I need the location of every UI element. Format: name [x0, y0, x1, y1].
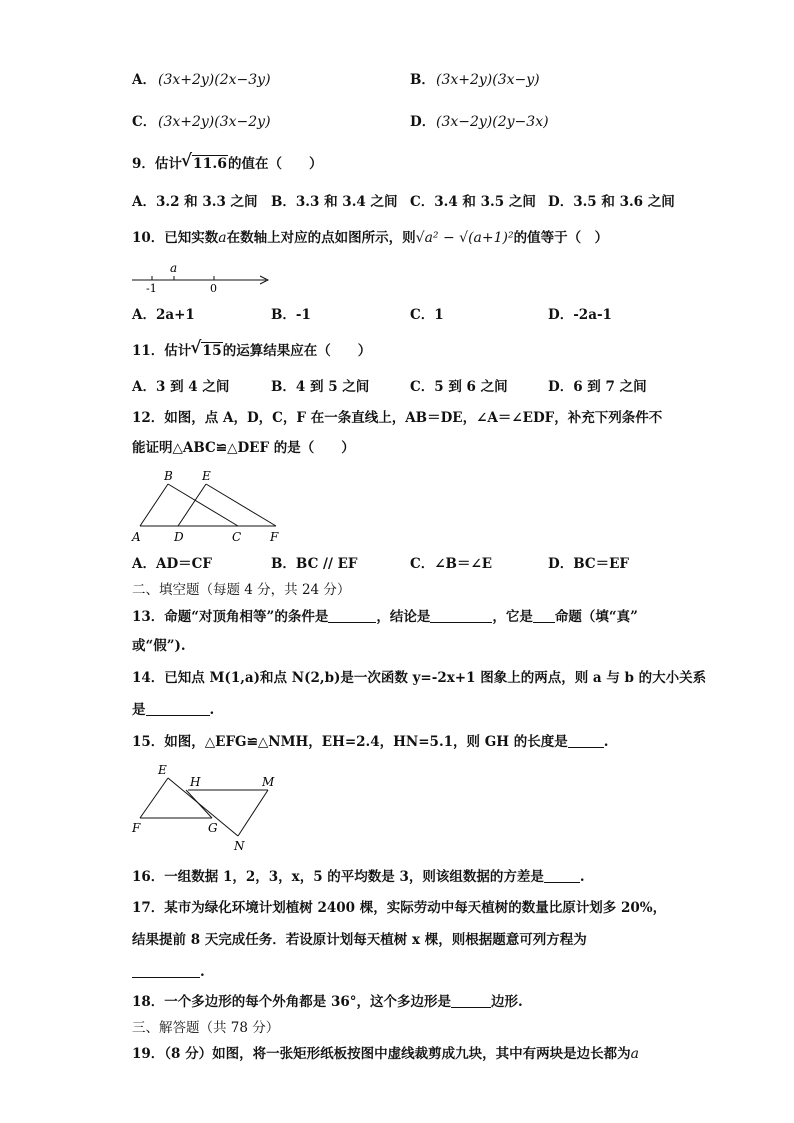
- q8-option-a-expr: (3x+2y)(2x−3y): [158, 72, 271, 88]
- segment-ef: [206, 484, 276, 526]
- q17-line-1: [0, 898, 794, 924]
- q8-option-a-label: A．: [132, 72, 156, 88]
- q10-text: [132, 228, 608, 248]
- q17-line-2: [0, 930, 794, 956]
- label-g: G: [208, 821, 218, 835]
- q10-option-b: B．-1: [271, 307, 311, 323]
- label-zero: 0: [210, 282, 217, 294]
- q16-body: 16．一组数据 1，2，3，x，5 的平均数是 3，则该组数据的方差是: [132, 869, 544, 885]
- q8-option-c-expr: (3x+2y)(3x−2y): [158, 114, 271, 130]
- q9-number: 9．估计: [132, 156, 182, 172]
- q15-stem: [0, 732, 794, 758]
- q12-options: [0, 554, 794, 580]
- q11-option-c: C．5 到 6 之间: [410, 379, 508, 395]
- q10-option-a: A．2a+1: [132, 307, 195, 323]
- q19-body: 19．（8 分）如图，将一张矩形纸板按图中虚线裁剪成九块，其中有两块是边长都为: [132, 1046, 631, 1062]
- q12-text-1: 12．如图，点 A，D，C，F 在一条直线上，AB＝DE，∠A＝∠EDF，补充下列条件不: [132, 410, 663, 426]
- q8-option-d-label: D．: [410, 114, 436, 130]
- label-n: N: [234, 839, 245, 852]
- q16-text: [132, 867, 585, 887]
- q17-text-3: [132, 962, 205, 982]
- q9-text: [132, 154, 323, 174]
- q9-option-d: D．3.5 和 3.6 之间: [548, 194, 675, 210]
- q8-option-b-label: B．: [410, 72, 435, 88]
- q18-suffix: 边形.: [491, 994, 523, 1010]
- label-f: F: [132, 821, 141, 835]
- q8-option-d-expr: (3x−2y)(2y−3x): [436, 114, 549, 130]
- segment-mn: [238, 790, 268, 836]
- segment-ab: [140, 484, 168, 526]
- q19-var: a: [630, 1046, 639, 1062]
- q8-options-row-2: [0, 112, 794, 138]
- q9-option-a: A．3.2 和 3.3 之间: [132, 194, 258, 210]
- q11-tail: 的运算结果应在（ ）: [222, 343, 372, 359]
- label-c: C: [232, 530, 242, 544]
- q13-line-2: [0, 636, 794, 662]
- q10-var: a: [218, 230, 227, 246]
- q14-text-1: 14．已知点 M(1,a)和点 N(2,b)是一次函数 y=-2x+1 图象上的两点，则 a 与 b 的大小关系: [132, 670, 707, 686]
- q17-line-3: [0, 962, 794, 988]
- q12-option-d: D．BC＝EF: [548, 556, 629, 572]
- q11-option-a: A．3 到 4 之间: [132, 379, 230, 395]
- q11-radicand: 15: [202, 343, 222, 359]
- q11-sqrt: [191, 341, 222, 361]
- q17-text-2: 结果提前 8 天完成任务．若设原计划每天植树 x 棵，则根据题意可列方程为: [132, 932, 587, 948]
- q13-part4: 命题（填“真”: [554, 609, 638, 625]
- q14-blank: [146, 701, 210, 716]
- q16-stem: [0, 867, 794, 893]
- label-e: E: [158, 763, 167, 777]
- section-2-heading: [0, 580, 794, 606]
- q13-blank-3: [533, 608, 555, 623]
- label-b: B: [164, 469, 173, 483]
- q15-blank: [568, 733, 604, 748]
- q16-suffix: .: [579, 869, 585, 885]
- q8-options-row-1: [0, 70, 794, 96]
- q19-stem: [0, 1044, 794, 1070]
- q12-option-c: C．∠B＝∠E: [410, 556, 493, 572]
- q11-prefix: 11．估计: [132, 343, 192, 359]
- q10-middle: 在数轴上对应的点如图所示，则: [226, 230, 416, 246]
- section-2-title: 二、填空题（每题 4 分，共 24 分）: [132, 582, 351, 598]
- q14-line-2: [0, 700, 794, 726]
- q17-suffix: .: [200, 964, 205, 980]
- q19-text: [132, 1044, 639, 1064]
- q9-options: [0, 192, 794, 218]
- q10-expr: √a² − √(a+1)²: [415, 230, 514, 246]
- segment-en: [168, 778, 238, 836]
- q17-text-1: 17．某市为绿化环境计划植树 2400 棵，实际劳动中每天植树的数量比原计划多 20%，: [132, 900, 667, 916]
- q13-part2: ，结论是: [376, 609, 431, 625]
- q9-sqrt: [182, 154, 228, 174]
- q13-line2: 或“假”).: [132, 638, 186, 654]
- segment-fe: [140, 778, 168, 818]
- label-h: H: [190, 775, 201, 789]
- q13-part1: 13．命题“对顶角相等”的条件是: [132, 609, 329, 625]
- q10-number-line: [130, 258, 275, 294]
- q12-figure: [128, 466, 288, 546]
- q17-blank: [132, 963, 200, 978]
- label-a: A: [132, 530, 141, 544]
- segment-gh: [186, 790, 212, 818]
- q14-prefix: 是: [132, 702, 146, 718]
- q9-stem: [0, 154, 794, 180]
- segment-bc: [168, 484, 238, 526]
- q18-stem: [0, 992, 794, 1018]
- q10-prefix: 10．已知实数: [132, 230, 219, 246]
- label-a: a: [170, 261, 178, 275]
- q15-text: [132, 732, 608, 752]
- label-d: D: [174, 530, 184, 544]
- section-3-heading: [0, 1018, 794, 1044]
- segment-de: [178, 484, 206, 526]
- q12-line-2: [0, 438, 794, 464]
- q8-option-b-expr: (3x+2y)(3x−y): [436, 72, 540, 88]
- q10-option-c: C．1: [410, 307, 444, 323]
- q12-option-a: A．AD＝CF: [132, 556, 212, 572]
- q18-text: [132, 992, 523, 1012]
- q8-option-c-label: C．: [132, 114, 157, 130]
- q13-text: [132, 607, 638, 627]
- q14-line-1: [0, 668, 794, 694]
- q12-option-b: B．BC // EF: [271, 556, 358, 572]
- q11-option-d: D．6 到 7 之间: [548, 379, 647, 395]
- q14-suffix: .: [209, 702, 215, 718]
- q9-radicand: 11.6: [192, 156, 228, 172]
- label-f: F: [270, 530, 279, 544]
- q13-line-1: [0, 607, 794, 633]
- q9-option-b: B．3.3 和 3.4 之间: [271, 194, 398, 210]
- q10-stem: [0, 228, 794, 254]
- q12-text-2: 能证明△ABC≌△DEF 的是（ ）: [132, 440, 355, 456]
- q18-blank: [451, 993, 491, 1008]
- q18-prefix: 18．一个多边形的每个外角都是 36°，这个多边形是: [132, 994, 452, 1010]
- q11-text: [132, 341, 371, 361]
- q14-text-2: [132, 700, 214, 720]
- q11-option-b: B．4 到 5 之间: [271, 379, 370, 395]
- q9-option-c: C．3.4 和 3.5 之间: [410, 194, 536, 210]
- q10-option-d: D．-2a-1: [548, 307, 612, 323]
- q13-part3: ，它是: [492, 609, 533, 625]
- q9-tail: 的值在（ ）: [228, 156, 323, 172]
- q13-blank-1: [328, 608, 376, 623]
- q13-blank-2: [430, 608, 492, 623]
- q11-stem: [0, 341, 794, 367]
- q10-tail: 的值等于（ ）: [513, 230, 609, 246]
- q15-body: 15．如图，△EFG≌△NMH，EH=2.4，HN=5.1，则 GH 的长度是: [132, 734, 568, 750]
- q10-options: [0, 305, 794, 331]
- section-3-title: 三、解答题（共 78 分）: [132, 1020, 280, 1036]
- label-minus-one: -1: [146, 282, 157, 294]
- label-e: E: [202, 469, 211, 483]
- q15-figure: [128, 760, 288, 852]
- q12-line-1: [0, 408, 794, 434]
- q15-suffix: .: [603, 734, 609, 750]
- q16-blank: [544, 868, 580, 883]
- label-m: M: [262, 775, 275, 789]
- q11-options: [0, 377, 794, 403]
